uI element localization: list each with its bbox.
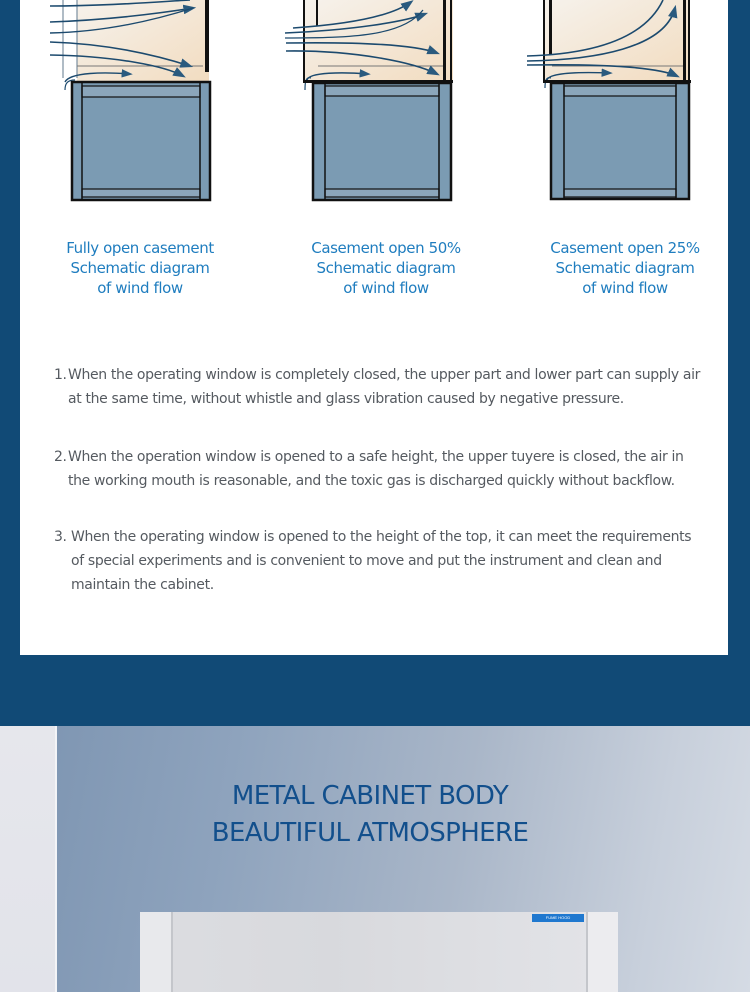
caption-line: of wind flow [343, 279, 429, 297]
metal-cabinet-banner [0, 726, 750, 992]
fume-hood-airflow-icon [525, 0, 725, 210]
caption-line: Schematic diagram [555, 259, 695, 277]
feature-item [54, 445, 704, 493]
diagram-fully-open [45, 0, 245, 210]
feature-number: 1. [54, 367, 67, 383]
feature-number: 2. [54, 449, 67, 465]
caption-line: Casement open 25% [550, 239, 700, 257]
cabinet-left-post [140, 912, 173, 992]
fume-hood-cabinet-image [140, 912, 618, 992]
feature-item [54, 525, 704, 597]
feature-item [54, 363, 704, 411]
caption-line: of wind flow [582, 279, 668, 297]
brand-badge: FUME HOOD [532, 914, 584, 922]
panel-edge [55, 726, 57, 992]
caption-line: Schematic diagram [70, 259, 210, 277]
banner-headline [180, 778, 560, 852]
headline-line: BEAUTIFUL ATMOSPHERE [211, 818, 529, 848]
caption-open-25 [525, 238, 725, 298]
cabinet-right-post [586, 912, 618, 992]
feature-text: When the operating window is completely closed, the upper part and lower part can supply air at the same time, without whistle and glass vibration caused by negative pressure. [68, 367, 701, 407]
cabinet-side-panel [0, 726, 56, 992]
feature-text: When the operation window is opened to a safe height, the upper tuyere is closed, the air in the working mouth is reasonable, and the toxic gas is discharged quickly without backflow. [68, 449, 684, 489]
caption-line: of wind flow [97, 279, 183, 297]
caption-line: Fully open casement [66, 239, 214, 257]
feature-text: When the operating window is opened to the height of the top, it can meet the requirements of special experiments and is convenient to move and put the instrument and clean and maintain the cabinet. [71, 529, 692, 593]
fume-hood-airflow-icon [45, 0, 245, 210]
diagram-open-25 [525, 0, 725, 210]
caption-line: Casement open 50% [311, 239, 461, 257]
feature-number: 3. [54, 529, 67, 545]
diagram-open-50 [283, 0, 483, 210]
headline-line: METAL CABINET BODY [231, 781, 509, 811]
caption-fully-open [40, 238, 240, 298]
caption-line: Schematic diagram [316, 259, 456, 277]
fume-hood-airflow-icon [283, 0, 483, 210]
caption-open-50 [286, 238, 486, 298]
